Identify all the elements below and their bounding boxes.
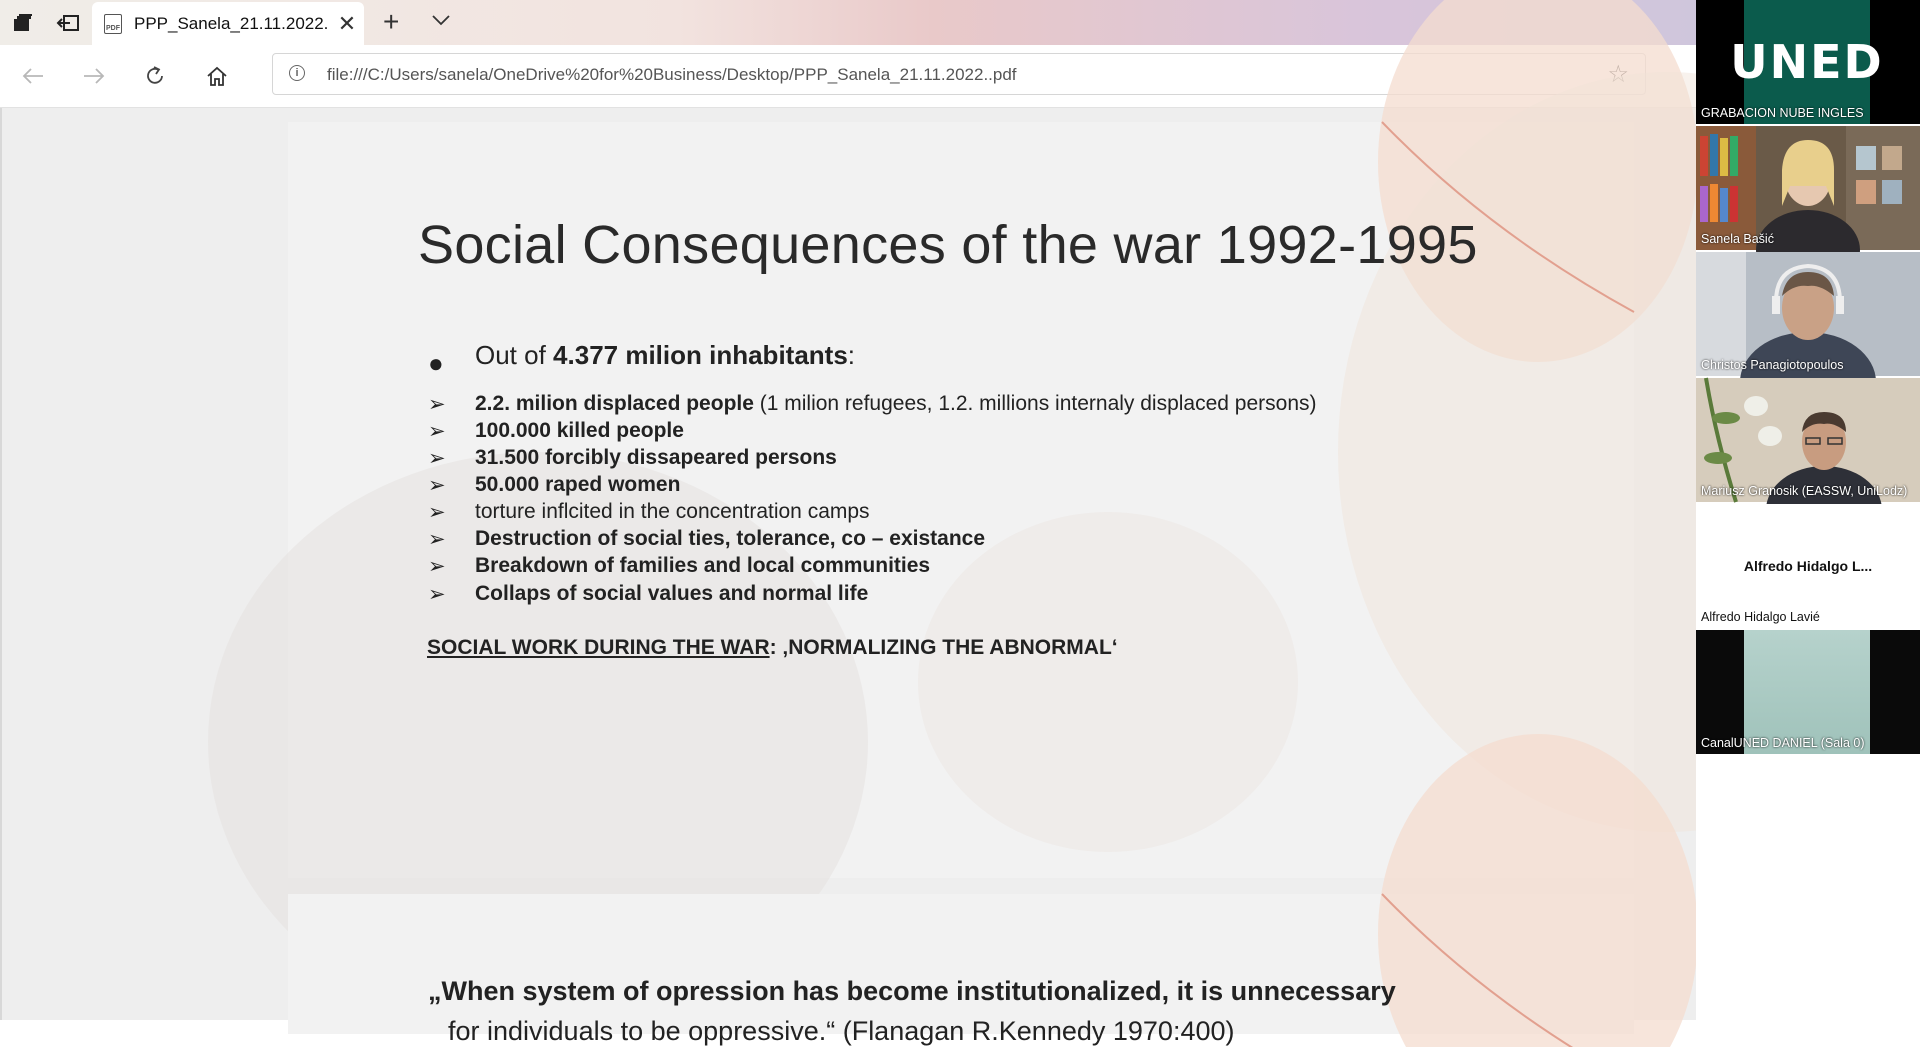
participant-tile[interactable] xyxy=(1696,126,1920,250)
quote-line-1: „When system of opression has become institutionalized, it is unnecessary xyxy=(428,976,1396,1006)
slide-decoration xyxy=(288,894,1634,1034)
arrow-bullet-icon: ➢ xyxy=(428,447,446,470)
list-item-text: (1 milion refugees, 1.2. millions internaly displaced persons) xyxy=(753,392,1317,415)
participant-name: CanalUNED DANIEL (Sala 0) xyxy=(1701,736,1865,750)
list-item-bold: 2.2. milion displaced people xyxy=(475,392,754,415)
tab-actions-icon[interactable] xyxy=(10,10,36,36)
refresh-icon[interactable] xyxy=(140,61,170,91)
participant-name: Alfredo Hidalgo Lavié xyxy=(1701,610,1820,624)
population-bullet xyxy=(475,340,855,371)
participant-panel xyxy=(1696,0,1920,1020)
list-item-bold: Collaps of social values and normal life xyxy=(475,582,869,605)
participant-name: Sanela Bašić xyxy=(1701,232,1774,246)
pdf-viewer xyxy=(0,108,1696,1046)
participant-display-name: Alfredo Hidalgo L... xyxy=(1743,558,1873,574)
participant-name: Christos Panagiotopoulos xyxy=(1701,358,1844,372)
new-tab-icon[interactable]: + xyxy=(383,6,400,37)
participant-tile[interactable] xyxy=(1696,630,1920,754)
list-item-bold: 100.000 killed people xyxy=(475,419,684,442)
social-work-heading xyxy=(427,636,1118,660)
arrow-bullet-icon: ➢ xyxy=(428,420,446,443)
participant-tile[interactable] xyxy=(1696,504,1920,628)
participant-name: GRABACION NUBE INGLES xyxy=(1701,106,1864,120)
home-icon[interactable] xyxy=(202,61,232,91)
forward-icon[interactable] xyxy=(79,61,109,91)
social-work-subtitle: : ‚NORMALIZING THE ABNORMAL‘ xyxy=(769,636,1118,659)
list-item-bold: Destruction of social ties, tolerance, co – existance xyxy=(475,527,986,550)
pdf-page-1 xyxy=(288,122,1634,878)
participant-tile[interactable] xyxy=(1696,252,1920,376)
list-item-bold: Breakdown of families and local communities xyxy=(475,554,931,577)
slide-title: Social Consequences of the war 1992-1995 xyxy=(418,215,1478,275)
list-item-bold: 31.500 forcibly dissapeared persons xyxy=(475,446,837,469)
arrow-bullet-icon: ➢ xyxy=(428,393,446,416)
population-value: 4.377 milion inhabitants xyxy=(553,340,848,370)
arrow-bullet-icon: ➢ xyxy=(428,474,446,497)
arrow-bullet-icon: ➢ xyxy=(428,555,446,578)
population-suffix: : xyxy=(847,340,856,370)
back-icon[interactable] xyxy=(18,61,48,91)
tab-pdf[interactable] xyxy=(92,2,364,45)
population-prefix: Out of xyxy=(475,340,554,370)
participant-tile[interactable] xyxy=(1696,0,1920,124)
close-tab-icon[interactable]: ✕ xyxy=(337,10,357,36)
quote-line-2: for individuals to be oppressive.“ (Flanagan R.Kennedy 1970:400) xyxy=(448,1016,1235,1046)
participant-tile[interactable] xyxy=(1696,378,1920,502)
pdf-file-icon: PDF xyxy=(104,14,122,34)
pdf-page-2 xyxy=(288,894,1634,1046)
set-tabs-aside-icon[interactable] xyxy=(56,10,82,36)
arrow-bullet-icon: ➢ xyxy=(428,501,446,524)
arrow-bullet-icon: ➢ xyxy=(428,583,446,606)
list-item-bold: 50.000 raped women xyxy=(475,473,681,496)
chevron-down-icon[interactable] xyxy=(432,10,450,31)
uned-logo-text: UNED xyxy=(1730,35,1884,89)
participant-name: Mariusz Granosik (EASSW, UniLodz) xyxy=(1701,484,1908,498)
tab-title: PPP_Sanela_21.11.2022. xyxy=(134,13,329,33)
list-item-text: torture inflcited in the concentration camps xyxy=(475,500,870,523)
social-work-underlined: SOCIAL WORK DURING THE WAR xyxy=(427,636,770,659)
bullet-dot: ● xyxy=(428,348,444,378)
arrow-bullet-icon: ➢ xyxy=(428,528,446,551)
info-icon[interactable]: i xyxy=(289,65,305,81)
address-url: file:///C:/Users/sanela/OneDrive%20for%20Business/Desktop/PPP_Sanela_21.11.2022..pdf xyxy=(327,65,1017,84)
